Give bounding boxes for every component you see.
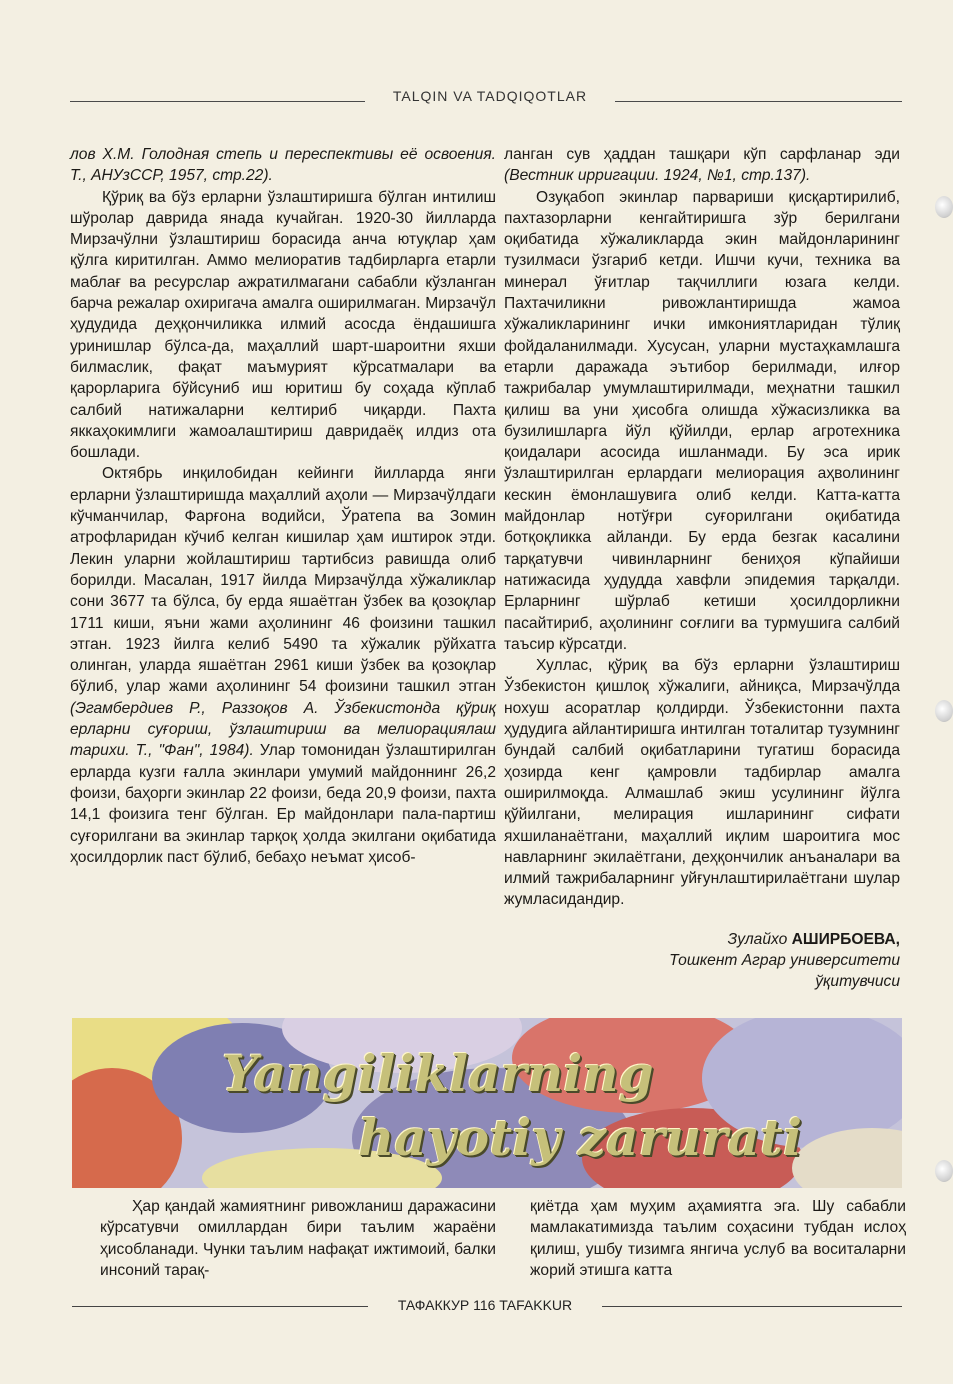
author-last-name: АШИРБОЕВА,	[791, 930, 900, 948]
paragraph: Озуқабоп экинлар парвариши қисқартирилиб, пахтазорларни кенгайтиришга зўр берилгани оқибатида хўжаликларда экин майдонларининг тузилмаси ўзгариб кетди. Ишчи кучи, техника ва минерал ўғитлар тақчиллиги юзага келди. Пахтачиликни ривожлантиришда жамоа хўжаликларининг ички имкониятларидан тўлиқ фойдаланилмади. Хусусан, уларни мустаҳкамлашга етарли даражада эътибор берилмади, илғор тажрибалар умумлаштирилмади, меҳнатни ташкил қилиш ва уни ҳисобга олишда хўжасизликка ва бузилишларга йўл қўйилди, ерлар агротехника қоидалари асосида ишланмади. Бу эса ирик ўзлаштирилган ерлардаги мелиорация аҳволининг кескин ёмонлашувига олиб келди. Катта-катта майдонлар нотўғри суғорилгани оқибатида ботқоқликка айланди. Бу ерда безгак касалини тарқатувчи чивинларнинг бениҳоя кўпайиши натижасида ҳудудда хавфли эпидемия тарқалди. Ерларнинг шўрлаб кетиши ҳосилдорликни пасайтириб, аҳолининг соғлиги ва турмушига салбий таъсир кўрсатди.	[504, 188, 900, 653]
citation: (Эгамбердиев Р., Раззоқов А. Ўзбекистонда қўриқ ерларни суғориш, ўзлаштириш ва мелиорациялаш тарихи. Т., "Фан", 1984).	[70, 699, 496, 760]
new-article-left-column	[100, 1196, 496, 1281]
paragraph-text: ланган сув ҳаддан ташқари кўп сарфланар эди	[504, 146, 900, 163]
author-position: ўқитувчиси	[815, 973, 900, 991]
paragraph: Хуллас, қўриқ ва бўз ерларни ўзлаштириш Ўзбекистон қишлоқ хўжалиги, айниқса, Мирзачўлда нохуш асоратлар қолдирди. Ўзбекистонни пахта ҳудудига айлантиришга интилган тоталитар тузумнинг бундай салбий оқибатларини тугатиш борасида ҳозирда кенг қамровли тадбирлар амалга оширилмоқда. Алмашлаб экиш усулининг йўлга қўйилгани, мелирация ишларининг сифати яхшиланаётгани, маҳаллий иқлим шароитига мос навларнинг экилаётгани, деҳқончилик анъаналари ва илмий тажрибаларнинг уйғунлаштирилаётгани шулар жумласидандир.	[504, 657, 900, 909]
paragraph: Қўриқ ва бўз ерларни ўзлаштиришга бўлган интилиш шўролар даврида янада кучайган. 1920-30 йилларда Мирзачўлни ўзлаштириш борасида анча ютуқлар ҳам қўлга киритилган. Аммо мелиоратив тадбирларга етарли маблағ ва ресурслар ажратилмагани сабабли кўзланган барча режалар охиригача амалга оширилмаган. Мирзачўл ҳудудида деҳқончиликка илмий асосда ёндашишга уринишлар бўлса-да, маҳаллий шарт-шароитни яхши билмаслик, фақат маъмурият кўрсатмалари ва қарорларига бўйсуниб иш юритиш бу соҳада кўплаб салбий натижаларни келтириб чиқарди. Пахта яккаҳокимлиги жамоалаштириш давридаёқ илдиз ота бошлади.	[70, 188, 496, 462]
banner-title-line1: Yangiliklarning	[222, 1044, 654, 1103]
binder-hole	[935, 700, 953, 722]
author-signature	[504, 929, 900, 950]
paragraph-text: Улар томонидан ўзлаштирилган ерларда кузги ғалла экинлари умумий майдоннинг 26,2 фоизи, баҳорги экинлар 22 фоизи, беда 20,9 фоизи, пахта 14,1 фоизига тенг бўлган. Ер майдонлари пала-партиш суғорилгани ва экинлар тарқоқ ҳолда экилгани оқибатида ҳосилдорлик паст бўлиб, бебаҳо неъмат ҳисоб-	[70, 742, 496, 866]
paragraph-text: Октябрь инқилобидан кейинги йилларда янги ерларни ўзлаштиришда маҳаллий аҳоли — Мирзачўлдаги кўчманчилар, Фарғона водийси, Ўратепа ва Зомин атрофларидан кўчиб келган кишилар ҳам иштирок этди. Лекин уларни жойлаштириш тартибсиз равишда олиб борилди. Масалан, 1917 йилда Мирзачўлда хўжаликлар сони 3677 та бўлса, бу ерда яшаётган ўзбек ва қозоқлар 1711 киши, яъни жами аҳолининг 46 фоизини ташкил этган. 1923 йилга келиб 5490 та хўжалик рўйхатга олинган, уларда яшаётган 2961 киши ўзбек ва қозоқлар бўлиб, улар жами аҳолининг 54 фоизини ташкил этган	[70, 465, 496, 696]
page-footer: ТАФАККУР 116 TAFAKKUR	[397, 1297, 573, 1313]
article-title-banner	[72, 1018, 902, 1188]
header-rule-right	[615, 101, 902, 102]
paragraph: қиётда ҳам муҳим аҳамиятга эга. Шу сабабли мамлакатимизда таълим соҳасини тубдан ислоҳ қилиш, ушбу тизимга янгича услуб ва воситаларни жорий этишга катта	[530, 1198, 906, 1279]
author-affiliation: Тошкент Аграр университети	[669, 951, 900, 969]
left-column	[70, 144, 496, 868]
banner-title-line2: hayotiy zarurati	[358, 1108, 803, 1167]
citation-continuation: лов Х.М. Голодная степь и переспективы её освоения. Т., АНУзССР, 1957, стр.22).	[70, 146, 496, 185]
binder-hole	[935, 1160, 953, 1182]
new-article-right-column	[530, 1196, 906, 1281]
section-header: TALQIN VA TADQIQOTLAR	[392, 88, 588, 104]
paragraph	[504, 144, 900, 187]
paragraph: Ҳар қандай жамиятнинг ривожланиш даражасини кўрсатувчи омиллардан бири таълим жараёни ҳисобланади. Чунки таълим нафақат ижтимоий, балки инсоний тарақ-	[100, 1198, 496, 1279]
header-rule-left	[70, 101, 365, 102]
citation: (Вестник ирригации. 1924, №1, стр.137).	[504, 167, 811, 185]
footer-rule-right	[602, 1306, 902, 1307]
right-column	[504, 144, 900, 993]
paragraph	[70, 463, 496, 868]
footer-rule-left	[72, 1306, 368, 1307]
author-first-name: Зулайхо	[727, 930, 788, 948]
binder-hole	[935, 196, 953, 218]
